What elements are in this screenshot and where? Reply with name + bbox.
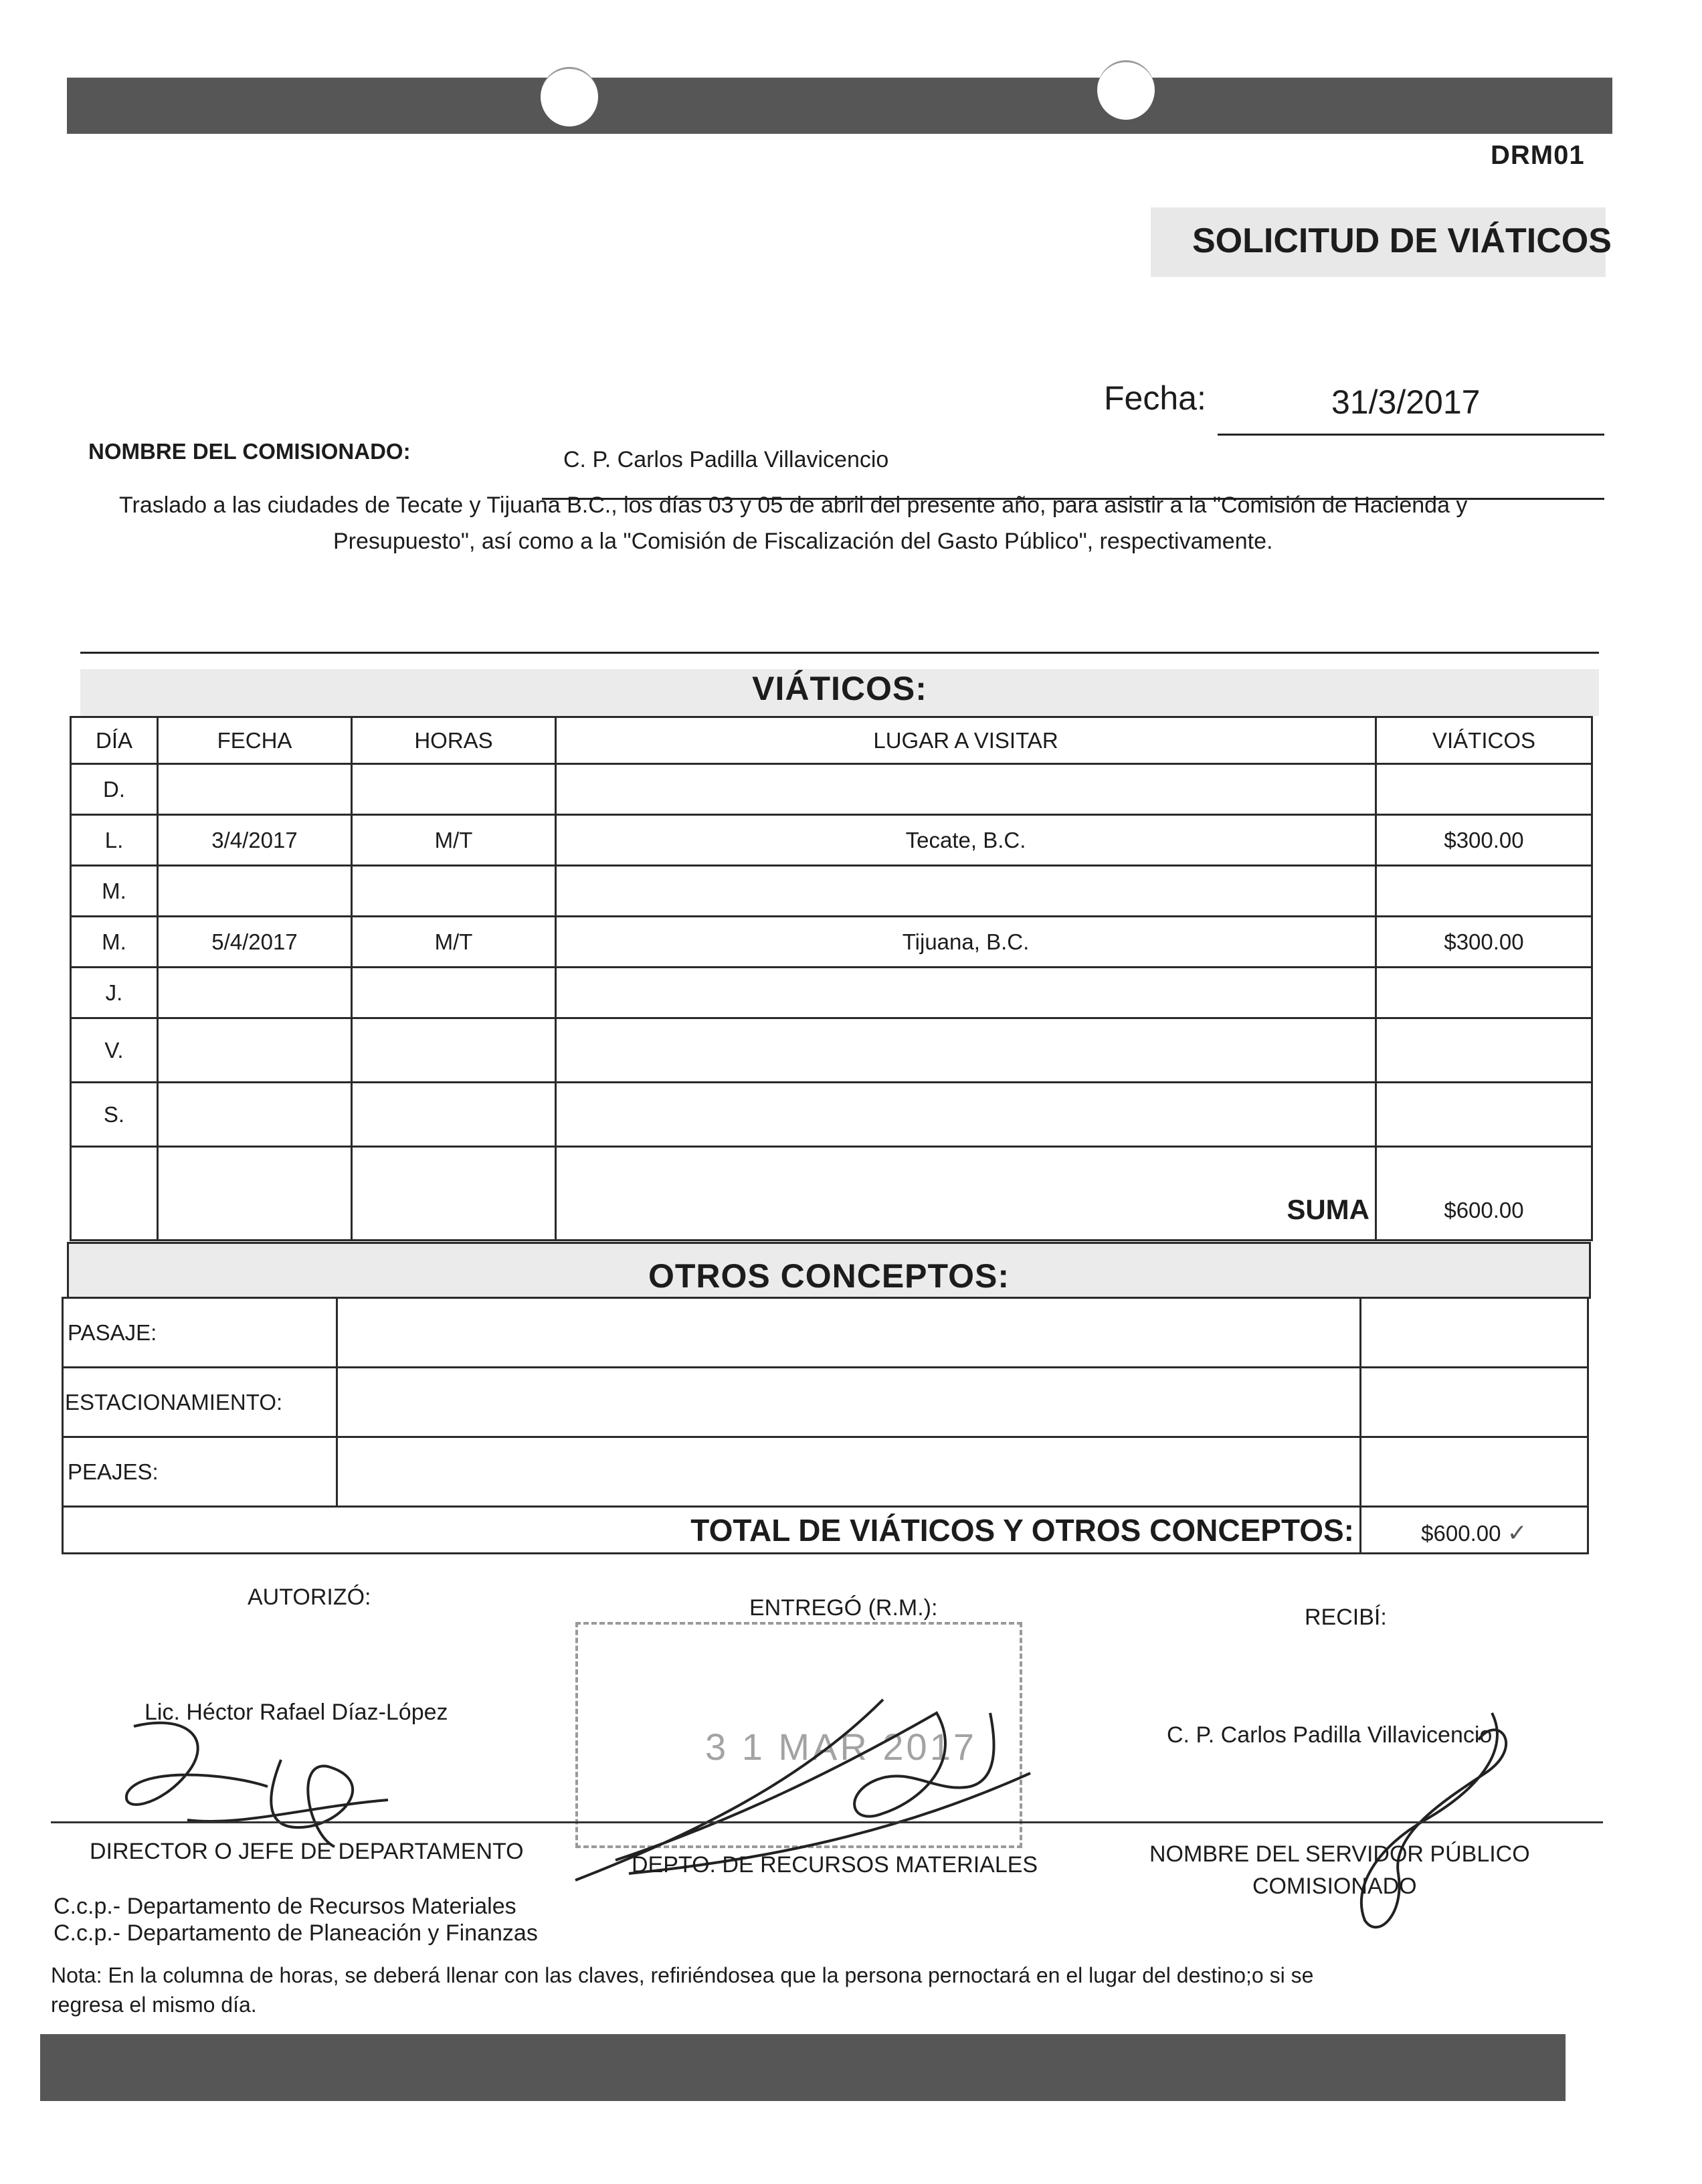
- cell-horas: [352, 1083, 556, 1147]
- cell-dia: L.: [71, 815, 158, 866]
- cell-fecha: [158, 764, 352, 815]
- ccp-line: C.c.p.- Departamento de Recursos Materiales: [54, 1894, 516, 1919]
- cell-monto: [1376, 968, 1592, 1018]
- table-row: [71, 866, 1592, 917]
- comisionado-label: NOMBRE DEL COMISIONADO:: [88, 439, 411, 464]
- suma-label-cell: [556, 1147, 1376, 1241]
- cell-dia: D.: [71, 764, 158, 815]
- total-label-cell: [63, 1507, 1361, 1554]
- recibi-role-1: NOMBRE DEL SERVIDOR PÚBLICO: [1149, 1841, 1530, 1867]
- fecha-value: 31/3/2017: [1331, 383, 1481, 421]
- suma-empty-cell: [158, 1147, 352, 1241]
- fecha-label: Fecha:: [1104, 379, 1206, 417]
- autorizo-name: Lic. Héctor Rafael Díaz-López: [145, 1700, 448, 1725]
- cell-horas: [352, 764, 556, 815]
- table-row: [71, 764, 1592, 815]
- table-row: [71, 815, 1592, 866]
- ccp-line: C.c.p.- Departamento de Planeación y Finanzas: [54, 1920, 538, 1946]
- suma-label: SUMA: [1287, 1194, 1369, 1225]
- otros-desc-cell: [337, 1437, 1361, 1507]
- cell-fecha: [158, 1018, 352, 1083]
- otros-table: [62, 1297, 1589, 1554]
- cell-horas: M/T: [352, 815, 556, 866]
- viaticos-table: [70, 716, 1593, 1241]
- total-value: $600.00: [1421, 1521, 1501, 1546]
- stamp-date: 3 1 MAR 2017: [705, 1726, 977, 1768]
- cell-monto: [1376, 764, 1592, 815]
- cell-monto: $300.00: [1376, 917, 1592, 968]
- header-fecha: FECHA: [158, 717, 352, 764]
- total-row: [63, 1507, 1588, 1554]
- cell-lugar: Tijuana, B.C.: [556, 917, 1376, 968]
- viaticos-heading-box: [80, 669, 1599, 716]
- cell-monto: [1376, 1083, 1592, 1147]
- signature-line: [51, 1821, 1603, 1823]
- cell-lugar: [556, 1083, 1376, 1147]
- top-band: [67, 78, 1612, 134]
- cell-fecha: 3/4/2017: [158, 815, 352, 866]
- otros-value: [1361, 1298, 1588, 1368]
- cell-lugar: [556, 1018, 1376, 1083]
- cell-lugar: Tecate, B.C.: [556, 815, 1376, 866]
- form-code: DRM01: [1491, 141, 1585, 170]
- signature-recibi: [1325, 1700, 1552, 1954]
- punch-hole-left: [541, 67, 598, 126]
- viaticos-top-rule: [80, 652, 1599, 654]
- autorizo-label: AUTORIZÓ:: [248, 1584, 371, 1610]
- otros-label: PEAJES:: [63, 1437, 337, 1507]
- cell-dia: S.: [71, 1083, 158, 1147]
- entrego-role: DEPTO. DE RECURSOS MATERIALES: [632, 1852, 1038, 1878]
- cell-monto: [1376, 866, 1592, 917]
- signature-autorizo: [107, 1700, 442, 1860]
- viaticos-heading: VIÁTICOS:: [752, 670, 927, 707]
- cell-fecha: [158, 968, 352, 1018]
- cell-fecha: 5/4/2017: [158, 917, 352, 968]
- bottom-band: [40, 2034, 1566, 2101]
- cell-horas: M/T: [352, 917, 556, 968]
- cell-monto: $300.00: [1376, 815, 1592, 866]
- otros-desc-cell: [337, 1298, 1361, 1368]
- cell-horas: [352, 968, 556, 1018]
- descripcion-line-1: Traslado a las ciudades de Tecate y Tijuana B.C., los días 03 y 05 de abril del presente año, para asistir a la "Comisión de Hacienda y: [119, 492, 1468, 518]
- cell-horas: [352, 866, 556, 917]
- cell-dia: J.: [71, 968, 158, 1018]
- recibi-label: RECIBÍ:: [1305, 1605, 1387, 1630]
- table-row: [71, 1018, 1592, 1083]
- viaticos-header-row: [71, 717, 1592, 764]
- cell-fecha: [158, 866, 352, 917]
- otros-desc-cell: [337, 1368, 1361, 1437]
- suma-empty-cell: [71, 1147, 158, 1241]
- otros-value: [1361, 1437, 1588, 1507]
- otros-label: ESTACIONAMIENTO:: [63, 1368, 337, 1437]
- table-row: [71, 917, 1592, 968]
- otros-label: PASAJE:: [63, 1298, 337, 1368]
- recibi-name: C. P. Carlos Padilla Villavicencio: [1167, 1722, 1493, 1748]
- cell-dia: M.: [71, 917, 158, 968]
- comisionado-value: C. P. Carlos Padilla Villavicencio: [563, 447, 889, 472]
- table-row: [71, 968, 1592, 1018]
- suma-value: $600.00: [1376, 1147, 1592, 1241]
- otros-value: [1361, 1368, 1588, 1437]
- fecha-underline: [1218, 434, 1604, 436]
- cell-lugar: [556, 764, 1376, 815]
- recibi-role-2: COMISIONADO: [1252, 1874, 1417, 1899]
- cell-horas: [352, 1018, 556, 1083]
- table-row: [71, 1083, 1592, 1147]
- header-horas: HORAS: [352, 717, 556, 764]
- header-viaticos: VIÁTICOS: [1376, 717, 1592, 764]
- otros-row: [63, 1437, 1588, 1507]
- header-lugar: LUGAR A VISITAR: [556, 717, 1376, 764]
- otros-heading: OTROS CONCEPTOS:: [648, 1257, 1010, 1295]
- cell-lugar: [556, 866, 1376, 917]
- suma-row: [71, 1147, 1592, 1241]
- entrego-label: ENTREGÓ (R.M.):: [749, 1595, 938, 1621]
- punch-hole-right: [1097, 60, 1155, 120]
- checkmark-icon: ✓: [1507, 1519, 1527, 1546]
- autorizo-role: DIRECTOR O JEFE DE DEPARTAMENTO: [90, 1839, 524, 1864]
- cell-monto: [1376, 1018, 1592, 1083]
- suma-empty-cell: [352, 1147, 556, 1241]
- otros-heading-box: [67, 1242, 1591, 1299]
- page-title: SOLICITUD DE VIÁTICOS: [1192, 221, 1612, 260]
- header-dia: DÍA: [71, 717, 158, 764]
- total-value-cell: [1361, 1507, 1588, 1554]
- cell-fecha: [158, 1083, 352, 1147]
- total-label: TOTAL DE VIÁTICOS Y OTROS CONCEPTOS:: [690, 1513, 1354, 1548]
- cell-lugar: [556, 968, 1376, 1018]
- nota-line-1: Nota: En la columna de horas, se deberá llenar con las claves, refiriéndosea que la persona pernoctará en el lugar del destino;o si se: [51, 1963, 1314, 1987]
- cell-dia: M.: [71, 866, 158, 917]
- cell-dia: V.: [71, 1018, 158, 1083]
- otros-row: [63, 1368, 1588, 1437]
- nota-line-2: regresa el mismo día.: [51, 1993, 257, 2017]
- otros-row: [63, 1298, 1588, 1368]
- descripcion-line-2: Presupuesto", así como a la "Comisión de Fiscalización del Gasto Público", respectivamente.: [333, 529, 1273, 554]
